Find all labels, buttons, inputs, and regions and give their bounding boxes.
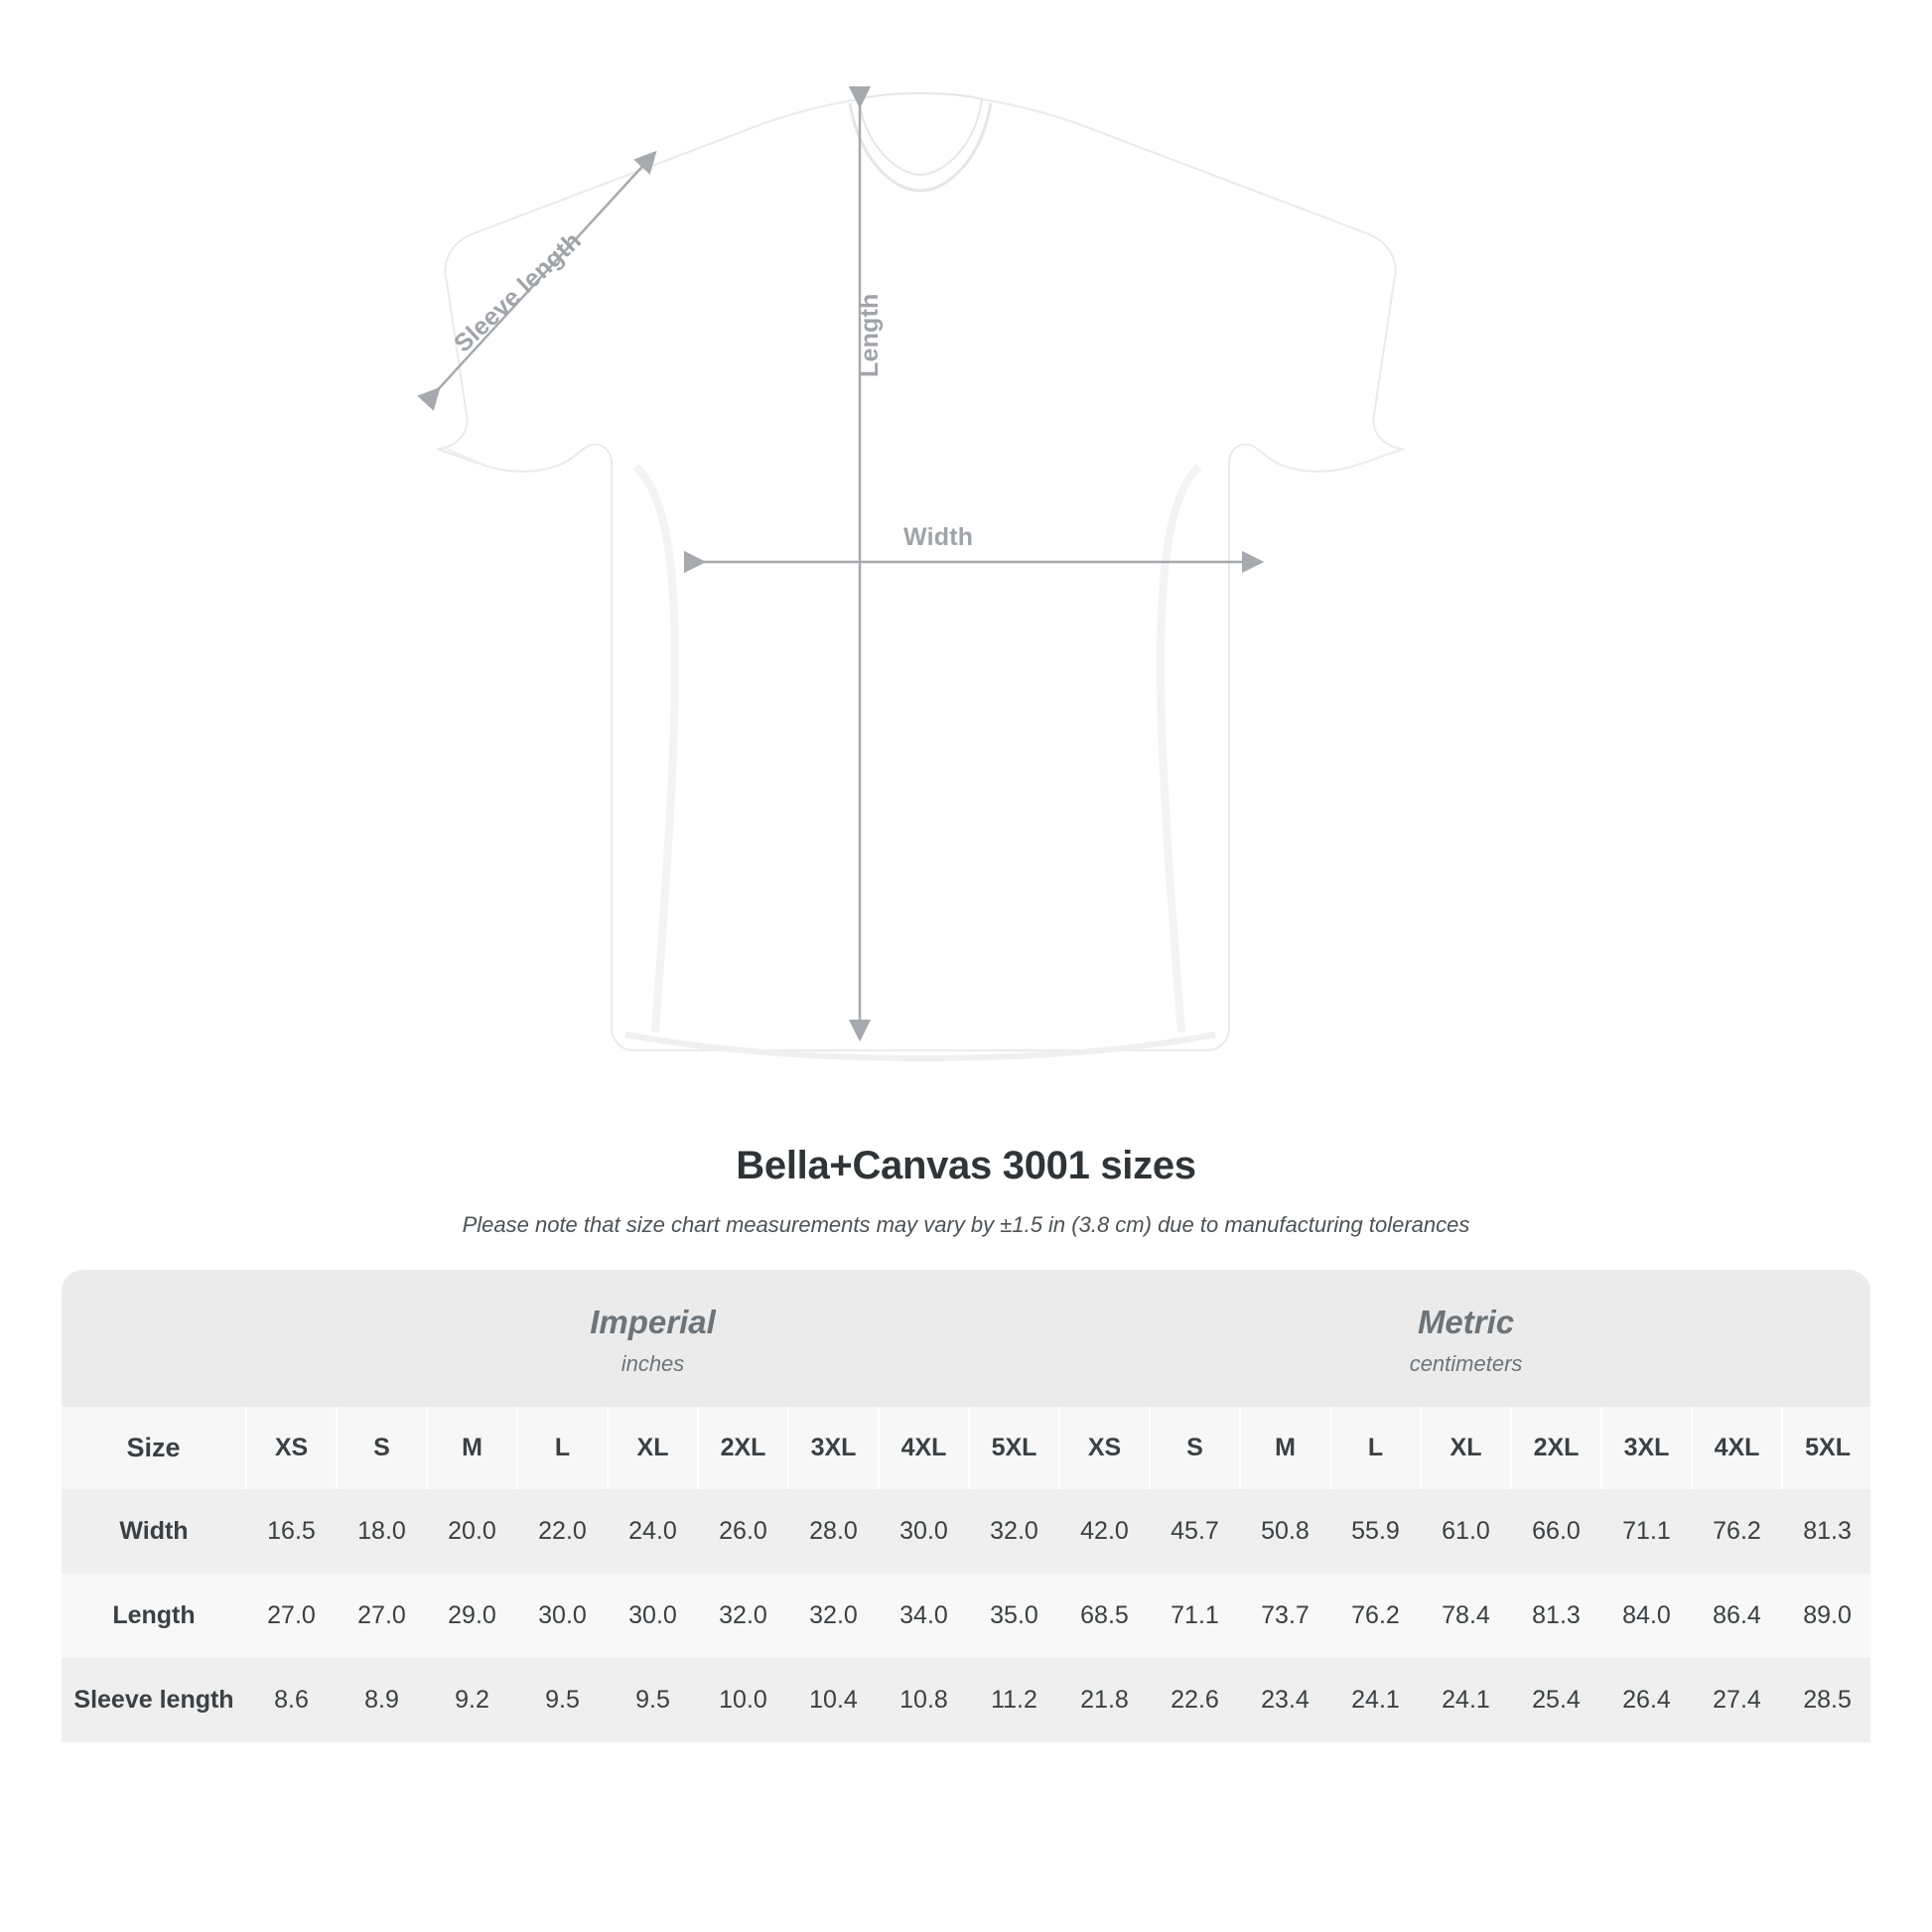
width-dimension-label: Width: [903, 523, 974, 551]
unit-header-row: [62, 1270, 1870, 1407]
width-imperial-4xl: 30.0: [879, 1489, 969, 1574]
length-imperial-m: 29.0: [427, 1574, 517, 1658]
length-imperial-3xl: 32.0: [788, 1574, 879, 1658]
width-metric-xs: 42.0: [1059, 1489, 1150, 1574]
title-block: [0, 1144, 1932, 1238]
sleeve-metric-4xl: 27.4: [1692, 1658, 1782, 1742]
width-imperial-xl: 24.0: [608, 1489, 698, 1574]
size-header-metric-2xl: 2XL: [1511, 1407, 1601, 1489]
length-metric-4xl: 86.4: [1692, 1574, 1782, 1658]
width-metric-l: 55.9: [1330, 1489, 1421, 1574]
length-imperial-2xl: 32.0: [698, 1574, 788, 1658]
width-imperial-xs: 16.5: [246, 1489, 337, 1574]
sleeve-imperial-l: 9.5: [517, 1658, 608, 1742]
size-header-metric-l: L: [1330, 1407, 1421, 1489]
width-imperial-s: 18.0: [337, 1489, 427, 1574]
tshirt-shape: [437, 93, 1404, 1058]
length-imperial-xs: 27.0: [246, 1574, 337, 1658]
sleeve-imperial-2xl: 10.0: [698, 1658, 788, 1742]
size-header-metric-3xl: 3XL: [1601, 1407, 1692, 1489]
sleeve-imperial-xs: 8.6: [246, 1658, 337, 1742]
length-metric-5xl: 89.0: [1782, 1574, 1870, 1658]
unit-name-imperial: Imperial: [590, 1304, 716, 1340]
width-imperial-2xl: 26.0: [698, 1489, 788, 1574]
length-metric-m: 73.7: [1240, 1574, 1330, 1658]
length-metric-xs: 68.5: [1059, 1574, 1150, 1658]
width-metric-m: 50.8: [1240, 1489, 1330, 1574]
unit-sub-metric: centimeters: [1409, 1351, 1523, 1376]
length-imperial-s: 27.0: [337, 1574, 427, 1658]
width-metric-4xl: 76.2: [1692, 1489, 1782, 1574]
row-label-sleeve-length: Sleeve length: [62, 1658, 246, 1742]
length-imperial-5xl: 35.0: [969, 1574, 1059, 1658]
width-metric-2xl: 66.0: [1511, 1489, 1601, 1574]
unit-sub-imperial: inches: [621, 1351, 685, 1376]
sleeve-imperial-4xl: 10.8: [879, 1658, 969, 1742]
size-header-imperial-2xl: 2XL: [698, 1407, 788, 1489]
sleeve-imperial-3xl: 10.4: [788, 1658, 879, 1742]
sleeve-metric-m: 23.4: [1240, 1658, 1330, 1742]
unit-name-metric: Metric: [1417, 1304, 1515, 1340]
sleeve-metric-3xl: 26.4: [1601, 1658, 1692, 1742]
length-imperial-4xl: 34.0: [879, 1574, 969, 1658]
size-header-imperial-l: L: [517, 1407, 608, 1489]
size-header-imperial-xl: XL: [608, 1407, 698, 1489]
length-metric-l: 76.2: [1330, 1574, 1421, 1658]
width-imperial-3xl: 28.0: [788, 1489, 879, 1574]
sleeve-imperial-m: 9.2: [427, 1658, 517, 1742]
sleeve-imperial-xl: 9.5: [608, 1658, 698, 1742]
sleeve-imperial-s: 8.9: [337, 1658, 427, 1742]
size-header-imperial-5xl: 5XL: [969, 1407, 1059, 1489]
size-header-metric-m: M: [1240, 1407, 1330, 1489]
size-header-row: [62, 1407, 1870, 1489]
sleeve-metric-2xl: 25.4: [1511, 1658, 1601, 1742]
tolerance-note: Please note that size chart measurements may vary by ±1.5 in (3.8 cm) due to manufacturing tolerances: [462, 1212, 1470, 1237]
sleeve-metric-xs: 21.8: [1059, 1658, 1150, 1742]
sleeve-metric-5xl: 28.5: [1782, 1658, 1870, 1742]
sleeve-metric-s: 22.6: [1150, 1658, 1240, 1742]
sleeve-dimension-label: Sleeve length: [449, 226, 587, 358]
width-imperial-l: 22.0: [517, 1489, 608, 1574]
length-imperial-xl: 30.0: [608, 1574, 698, 1658]
size-header-metric-xs: XS: [1059, 1407, 1150, 1489]
width-metric-5xl: 81.3: [1782, 1489, 1870, 1574]
length-imperial-l: 30.0: [517, 1574, 608, 1658]
size-header-metric-5xl: 5XL: [1782, 1407, 1870, 1489]
sleeve-imperial-5xl: 11.2: [969, 1658, 1059, 1742]
length-metric-2xl: 81.3: [1511, 1574, 1601, 1658]
length-metric-3xl: 84.0: [1601, 1574, 1692, 1658]
length-dimension-label: Length: [856, 293, 884, 377]
size-table: [62, 1270, 1870, 1742]
size-header-metric-xl: XL: [1421, 1407, 1511, 1489]
size-table-wrapper: [62, 1270, 1870, 1742]
width-imperial-5xl: 32.0: [969, 1489, 1059, 1574]
size-header-metric-s: S: [1150, 1407, 1240, 1489]
row-label-width: Width: [62, 1489, 246, 1574]
page-title: Bella+Canvas 3001 sizes: [736, 1144, 1196, 1187]
size-header-imperial-xs: XS: [246, 1407, 337, 1489]
width-metric-s: 45.7: [1150, 1489, 1240, 1574]
unit-group-imperial: [246, 1270, 1059, 1407]
unit-row-spacer: [62, 1270, 246, 1407]
row-label-length: Length: [62, 1574, 246, 1658]
sleeve-metric-l: 24.1: [1330, 1658, 1421, 1742]
size-header-metric-4xl: 4XL: [1692, 1407, 1782, 1489]
width-metric-3xl: 71.1: [1601, 1489, 1692, 1574]
unit-group-metric: [1059, 1270, 1870, 1407]
table-row: [62, 1658, 1870, 1742]
size-header-imperial-4xl: 4XL: [879, 1407, 969, 1489]
length-metric-xl: 78.4: [1421, 1574, 1511, 1658]
size-header-imperial-s: S: [337, 1407, 427, 1489]
size-header-label: Size: [62, 1407, 246, 1489]
size-header-imperial-m: M: [427, 1407, 517, 1489]
table-row: [62, 1489, 1870, 1574]
sleeve-metric-xl: 24.1: [1421, 1658, 1511, 1742]
length-metric-s: 71.1: [1150, 1574, 1240, 1658]
width-imperial-m: 20.0: [427, 1489, 517, 1574]
table-row: [62, 1574, 1870, 1658]
width-metric-xl: 61.0: [1421, 1489, 1511, 1574]
size-header-imperial-3xl: 3XL: [788, 1407, 879, 1489]
